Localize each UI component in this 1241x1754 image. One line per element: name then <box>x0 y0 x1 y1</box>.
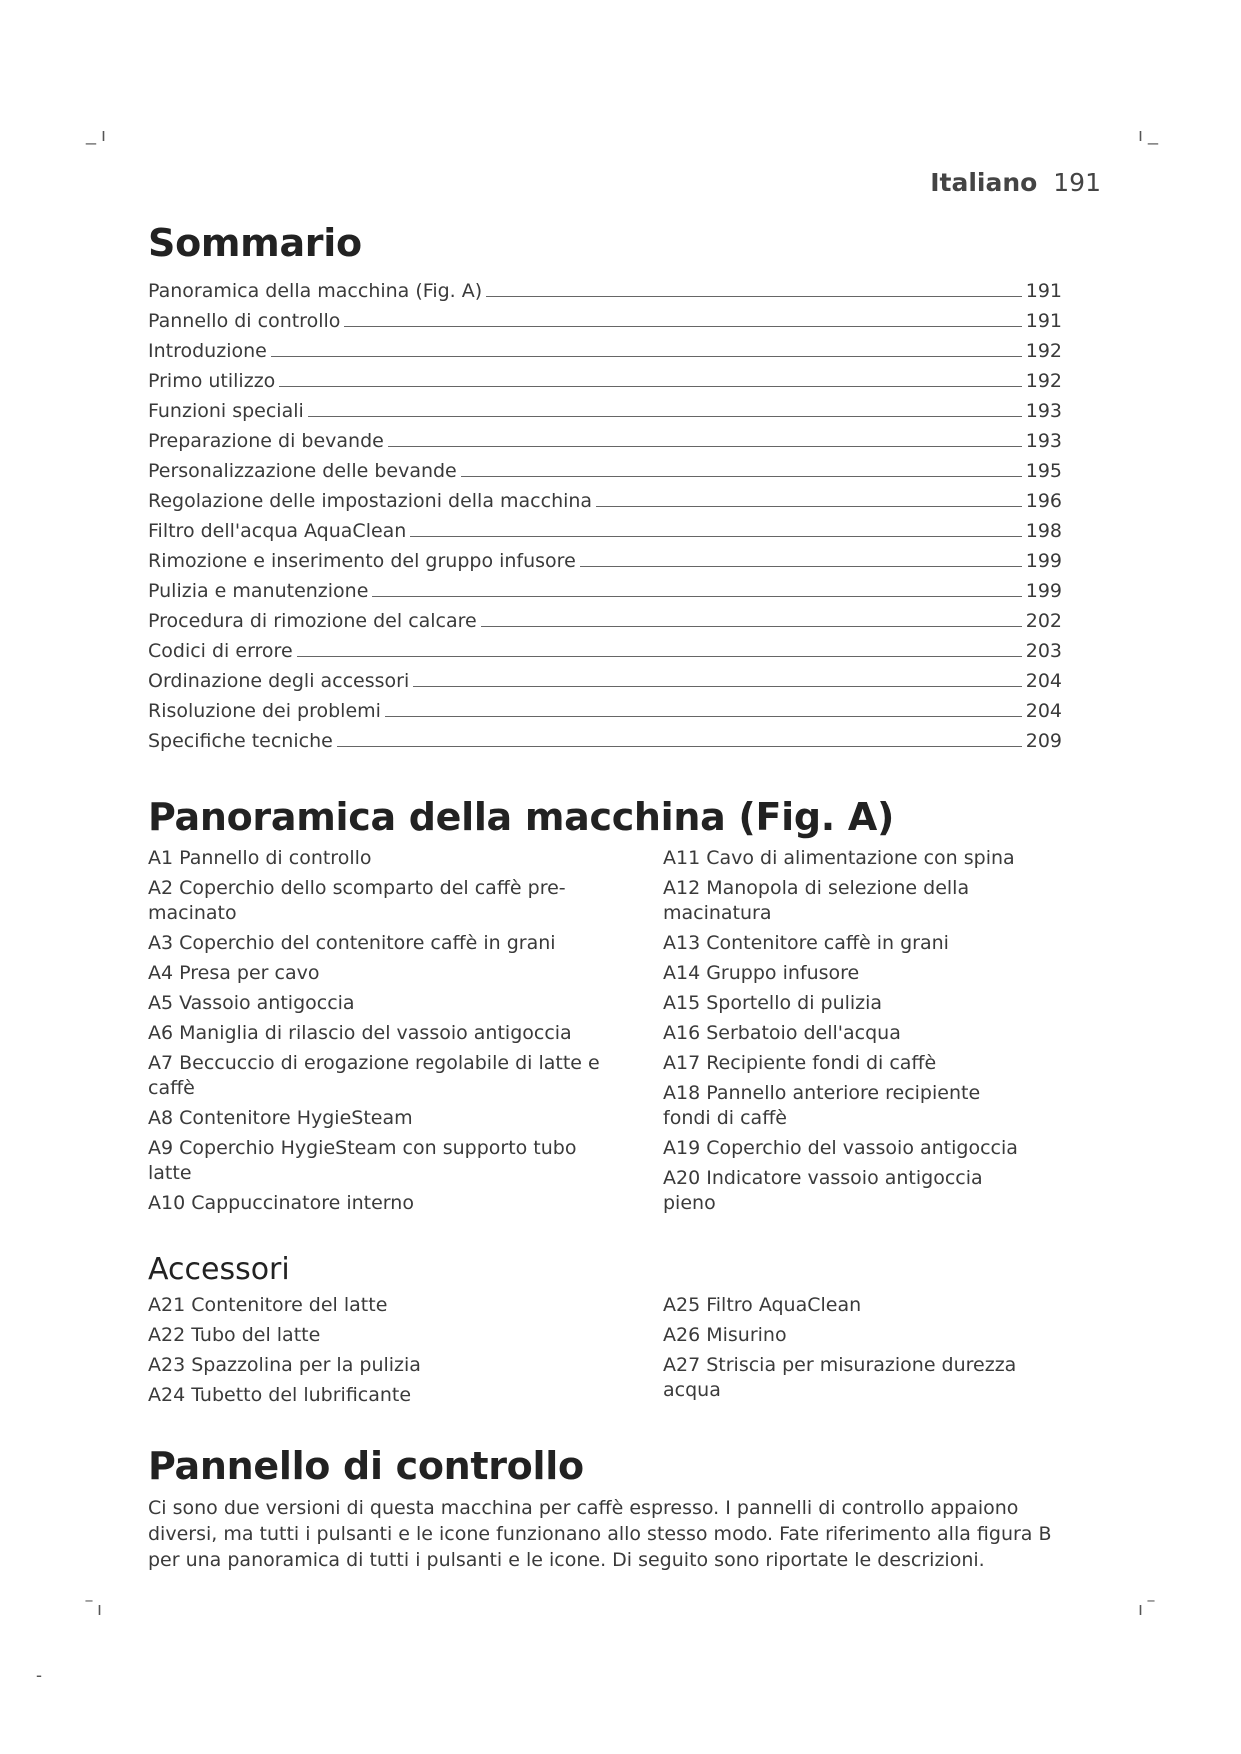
list-item: A1 Pannello di controllo <box>148 847 372 869</box>
toc-leader-line <box>461 476 1022 477</box>
crop-mark-bottom-left: ‾ ı <box>86 1599 102 1619</box>
toc-entry-title: Filtro dell'acqua AquaClean <box>148 520 407 542</box>
list-item: A14 Gruppo infusore <box>663 962 860 984</box>
toc-entry-page: 191 <box>1025 280 1062 302</box>
toc-entry-title: Procedura di rimozione del calcare <box>148 610 477 632</box>
toc-entry-page: 204 <box>1025 670 1062 692</box>
toc-entry-page: 199 <box>1025 550 1062 572</box>
toc-entry-page: 202 <box>1025 610 1062 632</box>
toc-leader-line <box>385 716 1022 717</box>
crop-mark-bottom-edge: - <box>36 1665 42 1685</box>
toc-entry[interactable] <box>148 632 1062 662</box>
toc-entry[interactable] <box>148 362 1062 392</box>
toc-entry[interactable] <box>148 662 1062 692</box>
toc-entry-title: Funzioni speciali <box>148 400 304 422</box>
list-item: A6 Maniglia di rilascio del vassoio antigoccia <box>148 1022 572 1044</box>
list-item: A4 Presa per cavo <box>148 962 320 984</box>
list-item: A19 Coperchio del vassoio antigoccia <box>663 1137 1018 1159</box>
overview-left-column <box>148 846 663 1221</box>
list-item: A23 Spazzolina per la pulizia <box>148 1354 421 1376</box>
accessories-left-column <box>148 1293 663 1413</box>
accessories-right-column <box>663 1293 1068 1413</box>
accessories-section <box>148 1251 1068 1413</box>
crop-mark-bottom-right: ı ‾ <box>1138 1599 1154 1619</box>
toc-entry-title: Pannello di controllo <box>148 310 341 332</box>
toc-leader-line <box>308 416 1022 417</box>
toc-entry-title: Specifiche tecniche <box>148 730 333 752</box>
list-item: A25 Filtro AquaClean <box>663 1294 862 1316</box>
list-item: A12 Manopola di selezione della macinatura <box>663 877 970 924</box>
control-panel-section <box>148 1443 1068 1573</box>
toc-entry[interactable] <box>148 272 1062 302</box>
header-page-number: 191 <box>1053 168 1101 197</box>
toc-leader-line <box>580 566 1022 567</box>
toc-entry[interactable] <box>148 392 1062 422</box>
toc-entry[interactable] <box>148 542 1062 572</box>
toc-leader-line <box>337 746 1022 747</box>
page-header <box>930 168 1101 197</box>
control-panel-text: Ci sono due versioni di questa macchina per caffè espresso. I pannelli di controllo appaiono diversi, ma tutti i pulsanti e le icone funzionano allo stesso modo. Fate riferimento alla figura B per una panoramica di tutti i pulsanti e le icone. Di seguito sono riportate le descrizioni. <box>148 1497 1052 1571</box>
table-of-contents <box>148 272 1062 752</box>
toc-entry[interactable] <box>148 302 1062 332</box>
toc-entry-title: Rimozione e inserimento del gruppo infusore <box>148 550 576 572</box>
list-item: A9 Coperchio HygieSteam con supporto tubo latte <box>148 1137 577 1184</box>
crop-mark-top-left: _ ı <box>86 125 107 145</box>
toc-leader-line <box>344 326 1021 327</box>
toc-entry-title: Codici di errore <box>148 640 293 662</box>
list-item: A22 Tubo del latte <box>148 1324 321 1346</box>
page-content <box>148 220 1068 1603</box>
list-item: A15 Sportello di pulizia <box>663 992 883 1014</box>
toc-entry[interactable] <box>148 332 1062 362</box>
toc-entry[interactable] <box>148 452 1062 482</box>
toc-entry-page: 199 <box>1025 580 1062 602</box>
list-item: A27 Striscia per misurazione durezza acqua <box>663 1354 1017 1401</box>
toc-entry[interactable] <box>148 422 1062 452</box>
toc-entry-page: 191 <box>1025 310 1062 332</box>
toc-leader-line <box>596 506 1022 507</box>
toc-entry-page: 192 <box>1025 340 1062 362</box>
toc-leader-line <box>372 596 1021 597</box>
toc-leader-line <box>297 656 1022 657</box>
toc-entry-page: 192 <box>1025 370 1062 392</box>
toc-entry-title: Regolazione delle impostazioni della macchina <box>148 490 593 512</box>
toc-entry-title: Preparazione di bevande <box>148 430 384 452</box>
toc-leader-line <box>279 386 1021 387</box>
toc-leader-line <box>271 356 1022 357</box>
list-item: A3 Coperchio del contenitore caffè in grani <box>148 932 556 954</box>
list-item: A5 Vassoio antigoccia <box>148 992 355 1014</box>
overview-section <box>148 794 1068 1221</box>
list-item: A13 Contenitore caffè in grani <box>663 932 949 954</box>
overview-right-column <box>663 846 1068 1221</box>
toc-leader-line <box>486 296 1022 297</box>
list-item: A24 Tubetto del lubrificante <box>148 1384 412 1406</box>
toc-entry-title: Ordinazione degli accessori <box>148 670 410 692</box>
toc-entry[interactable] <box>148 512 1062 542</box>
crop-mark-top-right: ı _ <box>1138 125 1159 145</box>
header-language: Italiano <box>930 168 1038 197</box>
list-item: A11 Cavo di alimentazione con spina <box>663 847 1015 869</box>
toc-entry-title: Pulizia e manutenzione <box>148 580 369 602</box>
list-item: A26 Misurino <box>663 1324 787 1346</box>
list-item: A18 Pannello anteriore recipiente fondi di caffè <box>663 1082 981 1129</box>
toc-leader-line <box>388 446 1022 447</box>
toc-leader-line <box>481 626 1022 627</box>
list-item: A21 Contenitore del latte <box>148 1294 388 1316</box>
toc-entry-title: Introduzione <box>148 340 267 362</box>
accessories-title: Accessori <box>148 1252 290 1287</box>
control-panel-title: Pannello di controllo <box>148 1444 584 1488</box>
toc-entry-page: 209 <box>1025 730 1062 752</box>
toc-entry[interactable] <box>148 692 1062 722</box>
toc-entry-title: Personalizzazione delle bevande <box>148 460 457 482</box>
toc-entry[interactable] <box>148 572 1062 602</box>
list-item: A10 Cappuccinatore interno <box>148 1192 414 1214</box>
toc-entry-title: Risoluzione dei problemi <box>148 700 381 722</box>
list-item: A7 Beccuccio di erogazione regolabile di latte e caffè <box>148 1052 600 1099</box>
list-item: A17 Recipiente fondi di caffè <box>663 1052 937 1074</box>
toc-entry-page: 204 <box>1025 700 1062 722</box>
toc-title: Sommario <box>148 221 362 265</box>
list-item: A2 Coperchio dello scomparto del caffè pre-macinato <box>148 877 566 924</box>
list-item: A8 Contenitore HygieSteam <box>148 1107 413 1129</box>
toc-entry-title: Panoramica della macchina (Fig. A) <box>148 280 483 302</box>
toc-entry-page: 193 <box>1025 400 1062 422</box>
toc-entry-page: 195 <box>1025 460 1062 482</box>
toc-entry-title: Primo utilizzo <box>148 370 276 392</box>
toc-entry-page: 193 <box>1025 430 1062 452</box>
toc-entry[interactable] <box>148 602 1062 632</box>
toc-entry-page: 198 <box>1025 520 1062 542</box>
toc-entry-page: 203 <box>1025 640 1062 662</box>
toc-entry-page: 196 <box>1025 490 1062 512</box>
toc-leader-line <box>410 536 1021 537</box>
toc-leader-line <box>413 686 1021 687</box>
toc-entry[interactable] <box>148 482 1062 512</box>
list-item: A20 Indicatore vassoio antigoccia pieno <box>663 1167 983 1214</box>
overview-title: Panoramica della macchina (Fig. A) <box>148 795 895 839</box>
toc-entry[interactable] <box>148 722 1062 752</box>
list-item: A16 Serbatoio dell'acqua <box>663 1022 901 1044</box>
